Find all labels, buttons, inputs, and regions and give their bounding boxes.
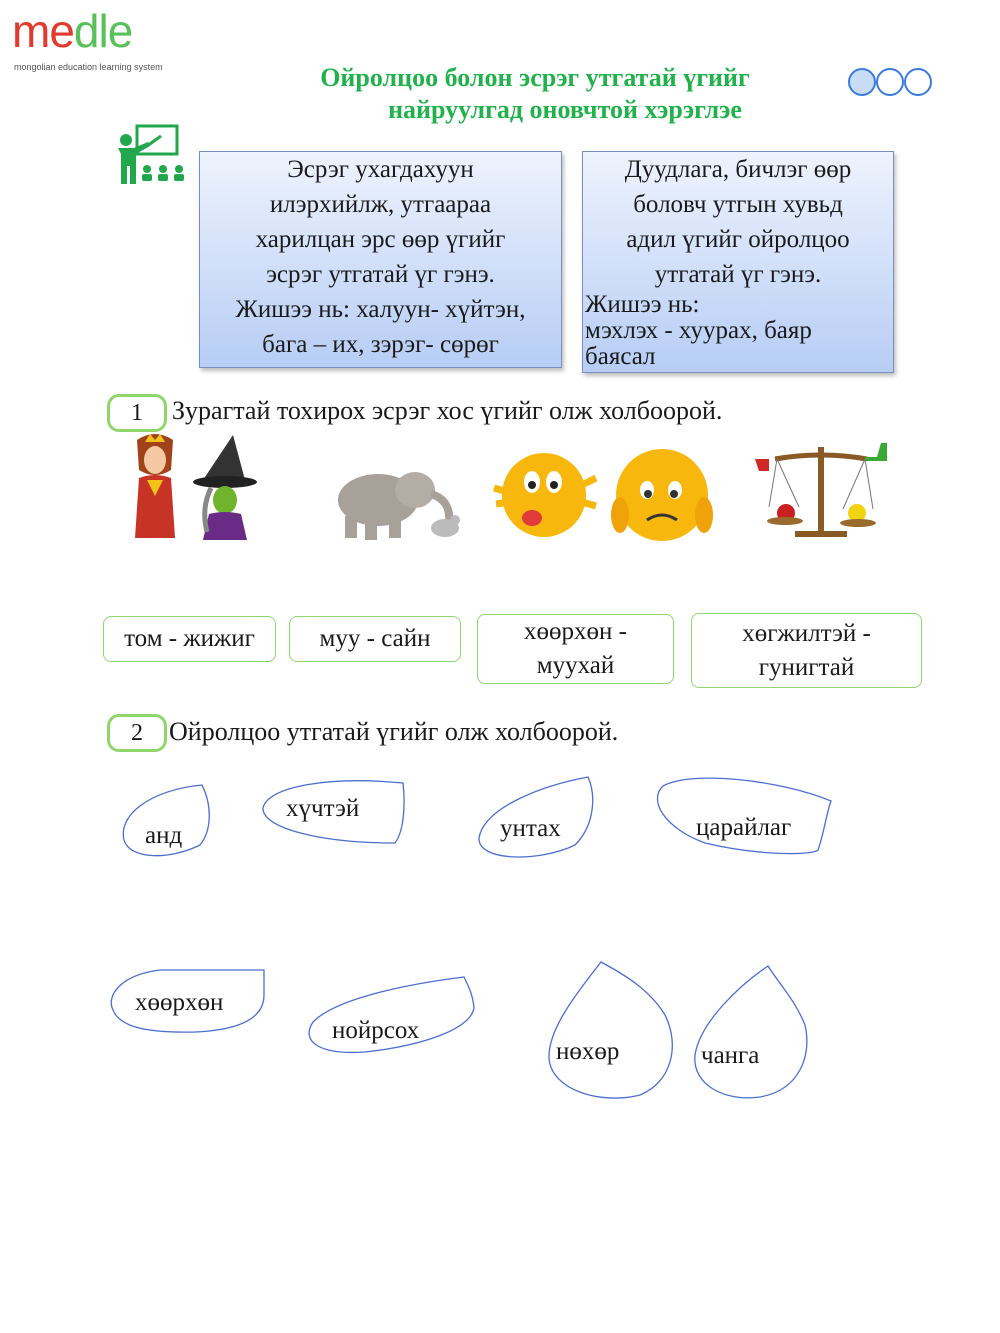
exercise-1-instruction: Зурагтай тохирох эсрэг хос үгийг олж холбоорой. [172, 396, 723, 425]
synonym-definition-box: Дуудлага, бичлэг өөр боловч утгын хувьд адил үгийг ойролцоо утгатай үг гэнэ. Жишээ нь: мэхлэх - хуурах, баяр баясал [582, 151, 894, 373]
exercise-1-number: 1 [107, 394, 167, 432]
answer-box-happy-sad[interactable]: хөгжилтэй - гунигтай [691, 613, 922, 688]
exercise-2-number: 2 [107, 714, 167, 752]
word-sleep[interactable]: унтах [500, 815, 561, 842]
medle-logo: medle [12, 5, 133, 57]
page-title: Ойролцоо болон эсрэг утгатай үгийг найруулгад оновчтой хэрэглэе [320, 63, 750, 124]
word-handsome[interactable]: царайлаг [696, 814, 792, 841]
answer-box-big-small[interactable]: том - жижиг [103, 616, 276, 662]
word-pretty[interactable]: хөөрхөн [135, 989, 224, 1016]
word-doze[interactable]: нойрсох [332, 1017, 420, 1044]
word-strong[interactable]: хүчтэй [286, 795, 360, 822]
answer-box-bad-good[interactable]: муу - сайн [289, 616, 461, 662]
word-comrade[interactable]: нөхөр [556, 1038, 620, 1065]
leaf-shape-comrade [549, 962, 672, 1098]
word-loud[interactable]: чанга [701, 1042, 760, 1069]
antonym-definition-box: Эсрэг ухагдахуун илэрхийлж, утгаараа харилцан эрс өөр үгийг эсрэг утгатай үг гэнэ. Жишээ нь: халуун- хүйтэн, бага – их, зэрэг- сөрөг [199, 151, 562, 368]
exercise-2-instruction: Ойролцоо утгатай үгийг олж холбоорой. [169, 717, 619, 746]
word-and[interactable]: анд [145, 822, 183, 849]
leaf-shape-loud [695, 966, 807, 1098]
answer-box-pretty-ugly[interactable]: хөөрхөн - муухай [477, 614, 674, 684]
logo-subtitle: mongolian education learning system [14, 62, 163, 72]
